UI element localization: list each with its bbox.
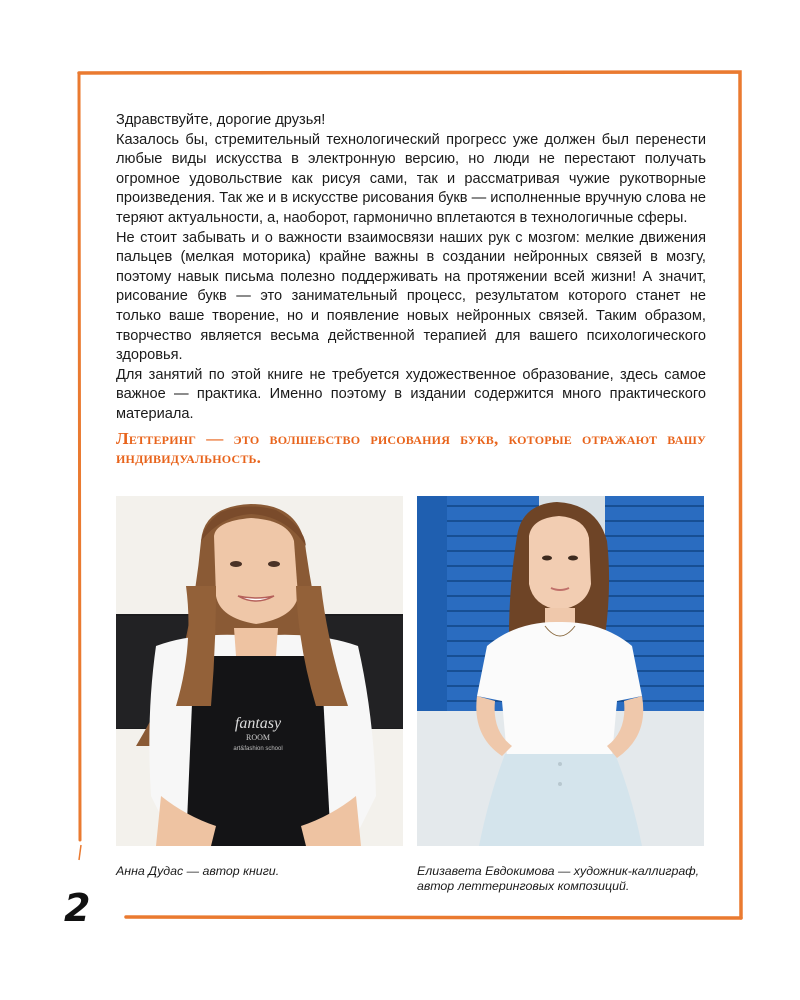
calligrapher-caption-line-1: Елизавета Евдокимова — художник-каллиграф, [417,864,700,878]
calligrapher-caption-line-2: автор леттеринговых композиций. [417,879,630,893]
greeting: Здравствуйте, дорогие друзья! [116,112,326,128]
apron-logo-sub: ROOM [245,733,271,742]
calligrapher-photo [417,496,704,846]
paragraph-1: Казалось бы, стремительный технологический прогресс уже должен был перенести любые виды искусства в электронную версию, но люди не перестают получать огромное удовольствие как рисуя сами, так и рассматривая чужие рукотворные произведения. Так же и в искусстве рисования букв — исполненные вручную слова не теряют актуальности, а, наоборот, гармонично вплетаются в технологичные сферы. [116,131,706,226]
paragraph-2: Не стоит забывать и о важности взаимосвязи наших рук с мозгом: мелкие движения пальцев (мелкая моторика) крайне важны в создании нейронных связей в мозгу, поэтому навык письма полезно поддерживать на протяжении всей жизни! А значит, рисование букв — это занимательный процесс, результатом которого станет не только ваше творение, но и появление новых нейронных связей. Таким образом, творчество является весьма действенной терапией для вашего психологического здоровья. [116,229,706,364]
apron-logo-tag: art&fashion school [233,746,283,752]
calligrapher-caption [417,864,717,894]
apron-logo: fantasy [234,715,282,732]
highlight-quote: Леттеринг — это волшебство рисования букв, которые отражают вашу индивидуальность. [116,428,706,467]
intro-text [116,111,706,467]
paragraph-3: Для занятий по этой книге не требуется художественное образование, здесь самое важное — практика. Именно поэтому в издании содержится много практического материала. [116,366,706,422]
author-caption: Анна Дудас — автор книги. [116,864,280,878]
author-photo [116,496,403,846]
page-number: 2 [64,886,91,930]
